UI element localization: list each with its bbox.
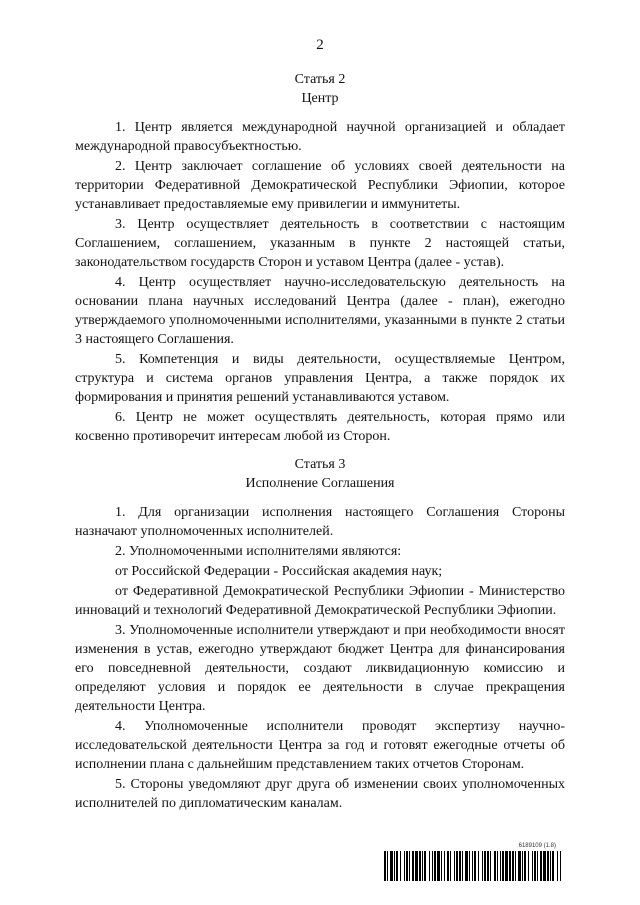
barcode-bar [487, 851, 489, 881]
barcode-code-text: 6189109 (1.8) [518, 843, 556, 849]
barcode-bar [387, 851, 388, 881]
barcode-bar [482, 851, 483, 881]
barcode-bar [450, 851, 451, 881]
barcode-bar [396, 851, 398, 881]
article-2-paragraph: 6. Центр не может осуществлять деятельность, которая прямо или косвенно противоречит интересам любой из Сторон. [75, 410, 565, 444]
barcode-bar [432, 851, 433, 881]
article-2-subtitle: Центр [301, 91, 339, 106]
barcode-bar [412, 851, 414, 881]
barcode-bar [524, 851, 526, 881]
article-2-title: Статья 2 [294, 72, 346, 87]
barcode-bar [557, 851, 558, 881]
barcode-bar [434, 851, 436, 881]
barcode-bar [512, 851, 514, 881]
barcode-bar [469, 851, 470, 881]
barcode-bar [444, 851, 445, 881]
barcode-bar [462, 851, 463, 881]
article-3-paragraph: 3. Уполномоченные исполнители утверждают и при необходимости вносят изменения в устав, ежегодно утверждают бюджет Центра для финансирования его повседневной деятельности, создают ликвидационную комиссию и определяют условия и порядок ее деятельности в случае прекращения деятельности Центра. [75, 623, 565, 714]
barcode-bar [465, 851, 468, 881]
barcode-bar [459, 851, 461, 881]
barcode-bar [478, 851, 479, 881]
barcode-bar [429, 851, 430, 881]
barcode-bar [406, 851, 408, 881]
barcode-bar [528, 851, 529, 881]
barcode [384, 843, 564, 885]
article-2-paragraph: 4. Центр осуществляет научно-исследовательскую деятельность на основании плана научных исследований Центра (далее - план), ежегодно утверждаемого уполномоченными исполнителями, указанными в пункте 2 статьи 3 настоящего Соглашения. [75, 275, 565, 347]
page-number: 2 [316, 37, 324, 53]
article-2-paragraph: 1. Центр является международной научной организацией и обладает международной правосубъектностью. [75, 120, 565, 154]
barcode-bar [394, 851, 395, 881]
article-3-title: Статья 3 [294, 457, 346, 472]
barcode-bar [518, 851, 521, 881]
article-3-paragraph: от Российской Федерации - Российская академия наук; [115, 564, 443, 579]
barcode-bar [494, 851, 496, 881]
barcode-bar [522, 851, 523, 881]
barcode-bar [547, 851, 549, 881]
barcode-bar [472, 851, 473, 881]
article-2-paragraph: 5. Компетенция и виды деятельности, осуществляемые Центром, структура и система органов управления Центра, а также порядок их формирования и принятия решений устанавливаются уставом. [75, 352, 565, 405]
barcode-bar [532, 851, 533, 881]
barcode-bar [404, 851, 405, 881]
barcode-bar [424, 851, 426, 881]
barcode-bar [543, 851, 546, 881]
barcode-bar [409, 851, 410, 881]
barcode-bar [540, 851, 542, 881]
barcode-bar [437, 851, 440, 881]
barcode-bar [474, 851, 476, 881]
barcode-bar [497, 851, 498, 881]
barcode-bar [441, 851, 442, 881]
article-3-paragraph: 2. Уполномоченными исполнителями являются: [115, 544, 402, 559]
barcode-bar [456, 851, 458, 881]
barcode-bar [490, 851, 491, 881]
barcode-bar [560, 851, 561, 881]
barcode-bar [454, 851, 455, 881]
barcode-bar [400, 851, 401, 881]
article-2 [75, 70, 565, 446]
barcode-bar [505, 851, 508, 881]
barcode-bar [422, 851, 423, 881]
barcode-bar [502, 851, 504, 881]
article-3-subtitle: Исполнение Соглашения [245, 476, 395, 491]
article-2-paragraph: 2. Центр заключает соглашение об условиях своей деятельности на территории Федеративной Демократической Республики Эфиопии, которое устанавливает предоставляемые ему привилегии и иммунитеты. [75, 159, 565, 212]
barcode-bar [390, 851, 393, 881]
barcode-bar [415, 851, 418, 881]
barcode-bar [500, 851, 501, 881]
barcode-bar [534, 851, 536, 881]
article-2-paragraph: 3. Центр осуществляет деятельность в соответствии с настоящим Соглашением, соглашением, указанным в пункте 2 настоящей статьи, законодательством государств Сторон и уставом Центра (далее - устав). [75, 217, 565, 270]
barcode-bar [384, 851, 386, 881]
barcode-bar [484, 851, 486, 881]
barcode-bar [552, 851, 554, 881]
barcode-bar [515, 851, 516, 881]
barcode-bar [509, 851, 511, 881]
article-3-paragraph: 5. Стороны уведомляют друг друга об изменении своих уполномоченных исполнителей по дипломатическим каналам. [75, 777, 565, 811]
article-3-paragraph: от Федеративной Демократической Республики Эфиопии - Министерство инноваций и технологий Федеративной Демократической Республики Эфиопии. [75, 584, 565, 618]
barcode-bar [447, 851, 449, 881]
article-3-paragraph: 1. Для организации исполнения настоящего Соглашения Стороны назначают уполномоченных исполнителей. [75, 505, 565, 539]
barcode-bar [419, 851, 421, 881]
barcode-icon [384, 851, 564, 881]
document-body [75, 70, 565, 814]
barcode-bar [550, 851, 551, 881]
barcode-bar [537, 851, 538, 881]
article-3 [75, 455, 565, 813]
article-3-paragraph: 4. Уполномоченные исполнители проводят экспертизу научно-исследовательской деятельности Центра за год и готовят ежегодные отчеты об исполнении плана с дальнейшим представлением таких отчетов Сторонам. [75, 719, 565, 772]
